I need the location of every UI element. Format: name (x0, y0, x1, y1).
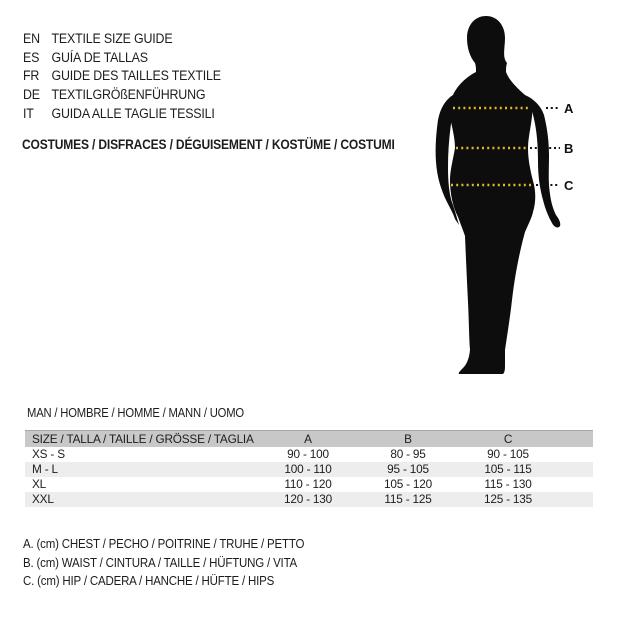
header-c-cell: C (503, 432, 513, 446)
value-b-cell: 105 - 120 (383, 477, 433, 491)
table-title: MAN / HOMBRE / HOMME / MANN / UOMO (27, 406, 245, 420)
measure-label-c: C (564, 178, 574, 193)
note-waist: B. (cm) WAIST / CINTURA / TAILLE / HÜFTUNG / VITA (23, 555, 298, 570)
size-table (25, 430, 593, 507)
note-chest: A. (cm) CHEST / PECHO / POITRINE / TRUHE / PETTO (23, 537, 305, 551)
value-c-cell: 115 - 130 (484, 477, 532, 491)
note-hip: C. (cm) HIP / CADERA / HANCHE / HÜFTE / HIPS (23, 574, 275, 589)
language-row-en (23, 30, 238, 49)
size-cell: M - L (32, 462, 58, 476)
size-cell: XS - S (32, 447, 65, 461)
language-row-fr (23, 67, 238, 86)
header-spacer-cell (558, 431, 593, 447)
value-a-cell: 110 - 120 (284, 477, 332, 491)
language-code: IT (23, 105, 34, 121)
language-label: TEXTILGRÖßENFÜHRUNG (51, 87, 206, 103)
measure-label-b: B (564, 141, 574, 156)
language-label: TEXTILE SIZE GUIDE (51, 31, 173, 46)
value-b-cell: 80 - 95 (390, 447, 426, 461)
value-c-cell: 90 - 105 (487, 447, 529, 461)
header-size-cell: SIZE / TALLA / TAILLE / GRÖSSE / TAGLIA (32, 432, 254, 446)
value-c-cell: 105 - 115 (484, 462, 532, 476)
language-list (23, 30, 238, 123)
value-b-cell: 95 - 105 (387, 462, 429, 476)
value-b-cell: 115 - 125 (384, 492, 432, 506)
table-row-xs-s (25, 447, 593, 462)
language-label: GUÍA DE TALLAS (51, 49, 148, 65)
language-code: FR (23, 68, 40, 84)
value-a-cell: 90 - 100 (287, 447, 329, 461)
man-silhouette (449, 16, 535, 374)
table-row-xxl (25, 492, 593, 507)
value-c-cell: 125 - 135 (483, 492, 533, 506)
language-label: GUIDA ALLE TAGLIE TESSILI (51, 105, 215, 121)
table-header-row (25, 430, 593, 447)
header-a-cell: A (304, 432, 312, 446)
language-code: ES (23, 49, 40, 65)
measurement-notes (23, 535, 329, 591)
table-row-m-l (25, 462, 593, 477)
size-cell: XL (32, 477, 47, 491)
table-row-xl (25, 477, 593, 492)
language-label: GUIDE DES TAILLES TEXTILE (51, 68, 221, 84)
measure-label-a: A (564, 101, 574, 116)
value-a-cell: 120 - 130 (283, 492, 333, 506)
size-cell: XXL (32, 492, 54, 506)
costumes-heading: COSTUMES / DISFRACES / DÉGUISEMENT / KOSTÜME / COSTUMI (22, 136, 395, 152)
language-code: DE (23, 87, 40, 103)
language-code: EN (23, 31, 40, 46)
header-b-cell: B (404, 432, 412, 446)
language-row-es (23, 49, 238, 68)
language-row-de (23, 86, 238, 105)
size-figure (420, 10, 580, 390)
language-row-it (23, 105, 238, 124)
value-a-cell: 100 - 110 (284, 462, 332, 476)
